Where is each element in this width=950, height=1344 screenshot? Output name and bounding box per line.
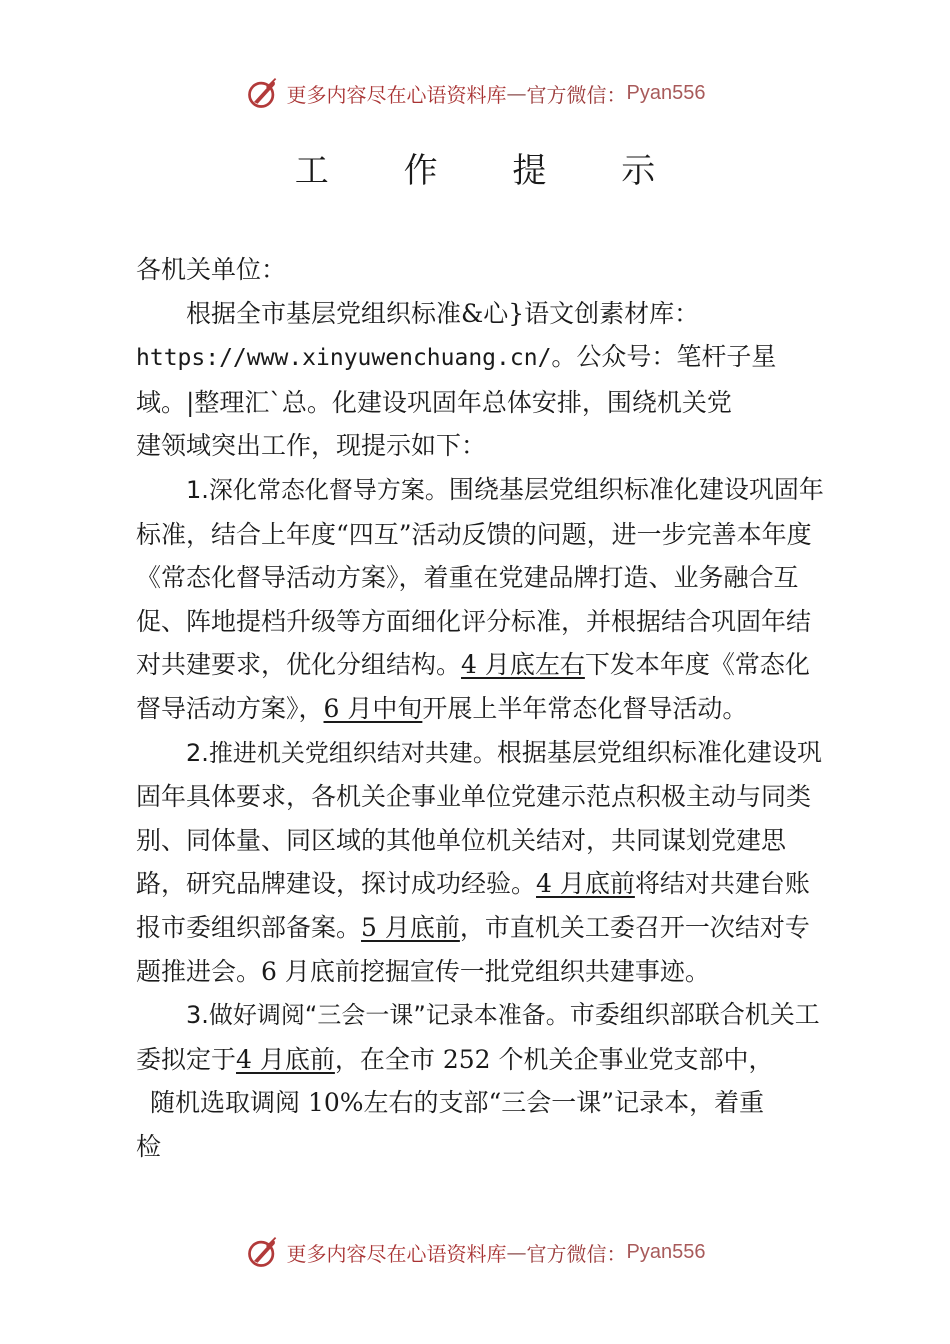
item-3-text-2: ，在全市 252 个机关企事业党支部中， (334, 1044, 774, 1074)
item-2-text-3: ，市直机关工委召开一次结对专题推进会。6 月底前挖掘宣传一批党组织共建事迹。 (136, 912, 810, 986)
intro-line-1: 根据全市基层党组织标准&心}语文创素材库： (186, 298, 700, 328)
item-2-text-2: 将结对共建台账报市委组织部备案。 (136, 869, 810, 942)
quill-logo-icon (245, 75, 281, 111)
item-1-date-1: 4 月底左右 (461, 650, 585, 680)
intro-line-4: 建领域突出工作，现提示如下： (136, 431, 487, 461)
quill-logo-icon (245, 1234, 281, 1270)
item-2-date-1: 4 月底前 (536, 869, 635, 899)
item-1-text-2: 下发本年度《常态化督导活动方案》， (136, 650, 810, 723)
banner-wechat-label: 官方微信： (526, 1241, 627, 1266)
item-3-line-4: 检 (136, 1131, 162, 1161)
item-1-date-2: 6 月中旬 (323, 693, 423, 723)
item-2-date-2: 5 月底前 (361, 912, 460, 942)
item-1-text-3: 开展上半年常态化督导活动。 (422, 693, 748, 723)
item-1 (136, 468, 826, 731)
banner-separator: — (506, 81, 527, 105)
header-watermark (0, 73, 950, 113)
item-2-text-1: 根据基层党组织标准化建设巩固年具体要求，各机关企事业单位党建示范点积极主动与同类别、同体量、同区域的其他单位机关结对，共同谋划党建思路，研究品牌建设，探讨成功经验。 (136, 737, 822, 899)
banner-brand: 更多内容尽在心语资料库 (286, 82, 507, 107)
footer-watermark (0, 1232, 950, 1272)
salutation: 各机关单位： (136, 255, 287, 284)
item-3-text-1: 市委组织部联合机关工委拟定于 (136, 1000, 820, 1074)
item-2-heading: 2.推进机关党组织结对共建。 (186, 738, 497, 767)
item-3-date-1: 4 月底前 (236, 1044, 335, 1074)
item-3-line-3: 随机选取调阅 10%左右的支部“三会一课”记录本，着重 (150, 1088, 765, 1118)
document-title: 工 作 提 示 (294, 151, 688, 191)
item-1-text-1: 围绕基层党组织标准化建设巩固年标准，结合上年度“四互”活动反馈的问题，进一步完善本年度《常态化督导活动方案》，着重在党建品牌打造、业务融合互促、阵地提档升级等方面细化评分标准，并根据结合巩固年结对共建要求，优化分组结构。 (136, 474, 824, 680)
banner-separator: — (506, 1240, 527, 1264)
banner-brand: 更多内容尽在心语资料库 (286, 1241, 507, 1266)
item-1-heading: 1.深化常态化督导方案。 (186, 475, 449, 504)
intro-line-3: 域。|整理汇`总。化建设巩固年总体安排，围绕机关党 (136, 387, 732, 417)
intro-line-2 (136, 335, 826, 381)
item-3 (136, 993, 826, 1081)
intro-url: https://www.xinyuwenchuang.cn/ (136, 345, 552, 372)
item-2 (136, 731, 826, 994)
banner-wechat-id: Pyan556 (626, 81, 706, 104)
document-body (136, 248, 826, 1168)
banner-wechat-id: Pyan556 (626, 1240, 706, 1263)
item-3-heading: 3.做好调阅“三会一课”记录本准备。 (186, 1001, 570, 1030)
banner-wechat-label: 官方微信： (526, 82, 627, 107)
intro-line-2-text: 。公众号：笔杆子星 (551, 342, 777, 372)
